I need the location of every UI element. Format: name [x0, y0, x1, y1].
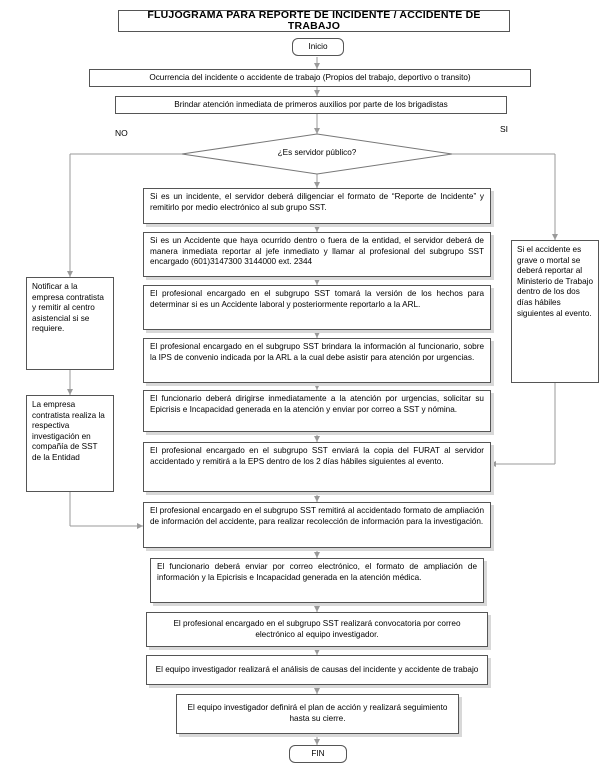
first-aid-box: Brindar atención inmediata de primeros auxilios por parte de los brigadistas	[115, 96, 507, 114]
step-convocatoria: El profesional encargado en el subgrupo SST realizará convocatoria por correo electrónico al equipo investigador.	[146, 612, 488, 647]
decision-question: ¿Es servidor público?	[277, 148, 357, 157]
step-urgencias: El funcionario deberá dirigirse inmediatamente a la atención por urgencias, solicitar su Epicrisis e Incapacidad generada en la atención y enviar por correo a SST y nómina.	[143, 390, 491, 432]
right-mortal-report: Si el accidente es grave o mortal se deberá reportar al Ministerio de Trabajo dentro de los dos días hábiles siguientes al evento.	[511, 240, 599, 383]
step-analisis-causas: El equipo investigador realizará el análisis de causas del incidente y accidente de trabajo	[146, 655, 488, 685]
step-sst-ips-info: El profesional encargado en el subgrupo SST brindara la información al funcionario, sobre la IPS de convenio indicada por la ARL a la cual debe asistir para atención por urgencias.	[143, 338, 491, 383]
left-contractor-investigation: La empresa contratista realiza la respectiva investigación en compañía de SST de la Entidad	[26, 395, 114, 492]
branch-yes-label: SI	[500, 124, 509, 134]
step-ampliacion-format: El profesional encargado en el subgrupo SST remitirá al accidentado formato de ampliación de información del accidente, para realizar recolección de información para la investigación.	[143, 502, 491, 548]
end-node: FIN	[289, 745, 347, 763]
diagram-title: FLUJOGRAMA PARA REPORTE DE INCIDENTE / ACCIDENTE DE TRABAJO	[118, 10, 510, 32]
branch-no-label: NO	[115, 128, 128, 138]
step-plan-accion: El equipo investigador definirá el plan de acción y realizará seguimiento hasta su cierre.	[176, 694, 459, 734]
step-furat: El profesional encargado en el subgrupo SST enviará la copia del FURAT al servidor accidentado y remitirá a la EPS dentro de los 2 días hábiles siguientes al evento.	[143, 442, 491, 492]
step-incident-report: Si es un incidente, el servidor deberá diligenciar el formato de “Reporte de Incidente” y remitirlo por medio electrónico al sub grupo SST.	[143, 188, 491, 224]
step-sst-version: El profesional encargado en el subgrupo SST tomará la versión de los hechos para determinar si es un Accidente laboral y posteriormente reportarlo a la ARL.	[143, 285, 491, 330]
step-send-epicrisis: El funcionario deberá enviar por correo electrónico, el formato de ampliación de información y la Epicrisis e Incapacidad generada en la atención médica.	[150, 558, 484, 603]
occurrence-box: Ocurrencia del incidente o accidente de trabajo (Propios del trabajo, deportivo o transito)	[89, 69, 531, 87]
left-notify-contractor: Notificar a la empresa contratista y remitir al centro asistencial si se requiere.	[26, 277, 114, 370]
step-accident-report: Si es un Accidente que haya ocurrido dentro o fuera de la entidad, el servidor deberá de manera inmediata reportar al jefe inmediato y llamar al profesional del subgrupo SST encargado (601)3147300 3144000 ext. 2344	[143, 232, 491, 277]
start-node: Inicio	[292, 38, 344, 56]
